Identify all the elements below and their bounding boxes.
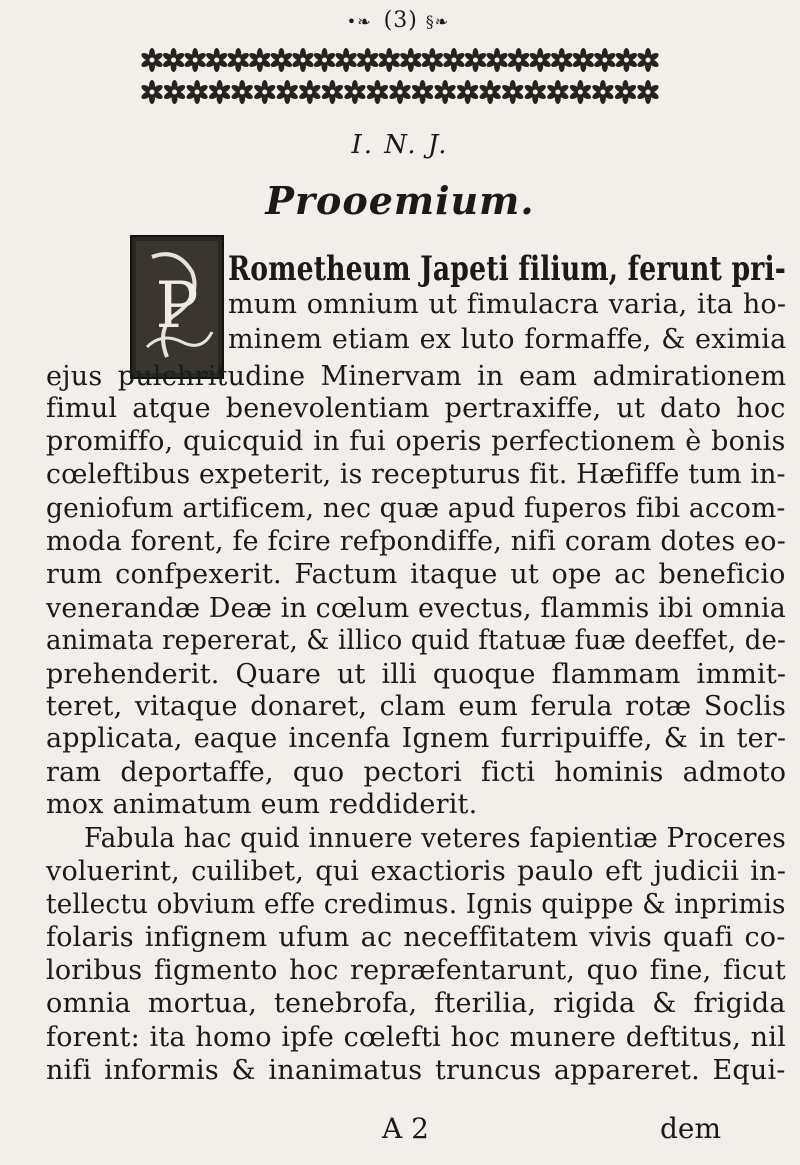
text-line: loribus figmento hoc repræfentarunt, quo fine, ficut (46, 955, 786, 986)
text-line: applicata, eaque incenfa Ignem furripuiffe, & in ter- (46, 723, 787, 754)
text-line: Fabula hac quid innuere veteres fapientiæ Proceres (84, 823, 786, 854)
signature-mark: A 2 (382, 1112, 429, 1145)
text-line: omnia mortua, tenebrofa, fterilia, rigida & frigida (46, 988, 786, 1019)
text-line: mum omnium ut fimulacra varia, ita ho- (228, 289, 787, 320)
text-line: animata repererat, & illico quid ftatuæ fuæ deeffet, de- (46, 625, 786, 656)
text-line: rum confpexerit. Factum itaque ut ope ac beneficio (46, 559, 786, 590)
page-number: (3) (383, 8, 418, 33)
text-line: geniofum artificem, nec quæ apud fuperos fibi accom- (46, 493, 786, 524)
page-title: Prooemium. (265, 178, 535, 223)
text-line: moda forent, fe fcire refpondiffe, nifi coram dotes eo- (46, 526, 786, 557)
text-line: Rometheum Japeti filium, ferunt pri- (228, 249, 786, 289)
text-line: ejus pulchritudine Minervam in eam admirationem (46, 361, 787, 392)
text-line: voluerint, cuilibet, qui exactioris paulo eft judicii in- (46, 856, 787, 887)
svg-text:P: P (155, 269, 199, 343)
text-line: prehenderit. Quare ut illi quoque flammam immit- (46, 659, 787, 690)
text-line: cœleftibus expeterit, is recepturus fit. Hæfiffe tum in- (46, 459, 786, 490)
text-line: fimul atque benevolentiam pertraxiffe, ut dato hoc (46, 393, 786, 424)
decorated-initial-icon (130, 235, 224, 379)
running-head (0, 8, 800, 33)
text-line: mox animatum eum reddiderit. (46, 789, 478, 820)
text-line: ram deportaffe, quo pectori ficti hominis admoto (46, 757, 787, 788)
text-line: tellectu obvium effe credimus. Ignis quippe & inprimis (46, 889, 786, 920)
text-line: venerandæ Deæ in cœlum evectus, flammis ibi omnia (46, 593, 786, 624)
text-line: teret, vitaque donaret, clam eum ferula rotæ Soclis (46, 691, 787, 722)
printers-flower-band-icon (140, 42, 660, 112)
section-mark: I. N. J. (351, 130, 449, 160)
header-ornament-left: •❧ (346, 11, 372, 31)
header-ornament-right: §❧ (425, 11, 450, 31)
text-line: promiffo, quicquid in fui operis perfectionem è bonis (46, 426, 786, 457)
text-line: folaris infignem ufum ac neceffitatem vivis quafi co- (46, 922, 786, 953)
text-line: minem etiam ex luto formaffe, & eximia (228, 324, 787, 355)
text-line: forent: ita homo ipfe cœlefti hoc munere deftitus, nil (46, 1022, 786, 1053)
catchword: dem (660, 1112, 722, 1145)
text-line: nifi informis & inanimatus truncus appareret. Equi- (46, 1055, 786, 1086)
